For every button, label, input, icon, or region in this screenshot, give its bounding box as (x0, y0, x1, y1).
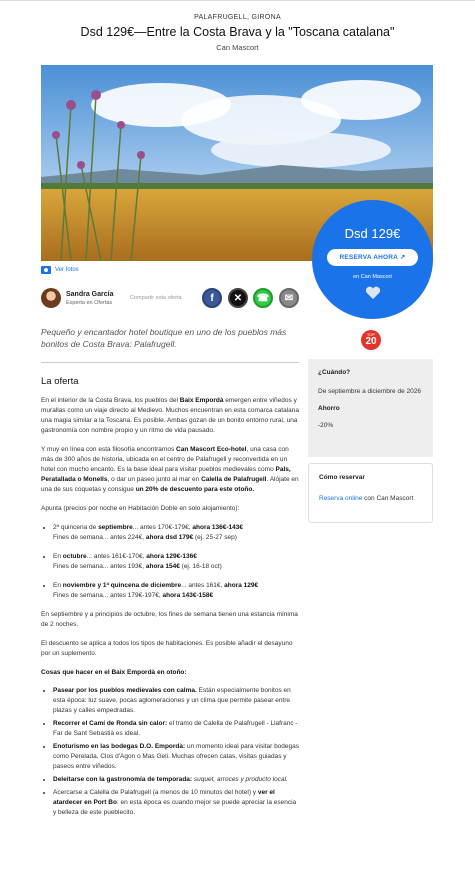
booking-title: Cómo reservar (319, 474, 365, 481)
whatsapp-icon: ☎ (256, 292, 270, 304)
things-heading: Cosas que hacer en el Baix Empordà en otoño: (41, 669, 187, 676)
article-paragraph: Apunta (precios por noche en Habitación Doble en solo alojamiento): (41, 505, 240, 512)
list-item: • 2ª quincena de septiembre... antes 170€-179€, ahora 136€-143€ Fines de semana... antes 224€, ahora dsd 179€ (ej. 25-27 sep) (53, 523, 299, 543)
facebook-icon: f (210, 292, 214, 304)
saving-value: -20% (318, 422, 334, 429)
view-photos-label: Ver fotos (55, 267, 79, 273)
when-title: ¿Cuándo? (318, 369, 351, 376)
article-body (41, 377, 299, 827)
article-paragraph: En el interior de la Costa Brava, los pueblos del Baix Empordà emergen entre viñedos y murallas como un viaje directo al Medievo. Muchos encuentran en esta comarca catalana una magia similar a la Toscana. Es posible. Ambas gozan de un bonito entorno rural, una gastronomía con nombre propio y un ritmo de vida pausado. (41, 397, 299, 434)
facebook-share-button[interactable] (202, 288, 222, 308)
author-name: Sandra García (66, 290, 114, 298)
price-cta-box (312, 200, 433, 319)
top20-badge (361, 330, 381, 350)
top-divider (0, 0, 475, 1)
things-list (53, 686, 299, 818)
article-heading: La oferta (41, 376, 79, 387)
list-item: • En octubre... antes 161€-170€, ahora 129€-136€ Fines de semana... antes 193€, ahora 154€ (ej. 16-18 oct) (53, 552, 299, 572)
article-paragraph: Y muy en línea con esta filosofía encontramos Can Mascort Eco-hotel, una casa con más de 300 años de historia, ubicada en el centro de Palafrugell y reconvertida en un hotel con mucho encanto. Es la base ideal para visitar pueblos medievales como Pals, Peratallada o Monells, o dar un paseo junto al mar en Calella de Palafrugell. Alójate en una de sus coquetas y consigue un 20% de descuento para este otoño. (41, 446, 299, 493)
author-role: Experta en Ofertas (66, 299, 113, 306)
avatar (41, 288, 61, 308)
share-label: Compartir esta oferta (130, 295, 182, 301)
saving-title: Ahorro (318, 405, 340, 412)
whatsapp-share-button[interactable] (253, 288, 273, 308)
external-link-icon: ↗ (399, 254, 406, 261)
book-online-link[interactable]: Reserva online (319, 495, 363, 502)
list-item: • Deleitarse con la gastronomía de temporada: suquet, arroces y producto local. (53, 775, 299, 785)
offer-info-box (308, 359, 433, 457)
offer-header (0, 14, 475, 52)
view-photos-link[interactable] (41, 266, 79, 274)
reserve-now-label: RESERVA AHORA (339, 254, 398, 261)
location-label: PALAFRUGELL, GIRONA (194, 14, 281, 21)
heart-icon[interactable] (365, 286, 381, 300)
price-label: Dsd 129€ (344, 226, 401, 241)
list-item: • Pasear por los pueblos medievales con calma. Están especialmente bonitos en esta época: luz suave, pocas aglomeraciones y un clima que permite pasear entre plazas y calles empedradas. (53, 686, 299, 716)
list-item: • Recorrer el Camí de Ronda sin calor: el tramo de Calella de Palafrugell - Llafranc - Far de Sant Sebastià es ideal. (53, 719, 299, 739)
list-item: • Enoturismo en las bodegas D.O. Empordà: un momento ideal para visitar bodegas como Perelada, Clos d'Agon o Mas Geli. Muchas ofrecen catas, visitas guiadas y paseos entre viñedos. (53, 742, 299, 772)
reserve-now-button[interactable] (327, 249, 418, 266)
email-share-button[interactable] (279, 288, 299, 308)
badge-number: 20 (365, 336, 377, 347)
mail-icon: ✉ (284, 292, 294, 304)
lead-text: Pequeño y encantador hotel boutique en uno de los pueblos más bonitos de Costa Brava: Palafrugell. (41, 327, 287, 349)
booking-provider-text: con Can Mascort (362, 495, 414, 502)
x-icon: ✕ (233, 292, 243, 304)
list-item: • Acercarse a Calella de Palafrugell (a menos de 10 minutos del hotel) y ver el atardecer en Port Bo: en esta época es cuando mejor se puede apreciar la esencia y belleza de este pueblecito. (53, 788, 299, 818)
x-share-button[interactable] (228, 288, 248, 308)
author-block (41, 288, 113, 308)
booking-info-box (308, 463, 433, 523)
badge-top: TOP (366, 332, 376, 337)
article-paragraph: El descuento se aplica a todos los tipos de habitaciones. Es posible añadir el desayuno por un suplemento. (41, 640, 293, 657)
camera-icon (41, 266, 51, 274)
page-title: Dsd 129€—Entre la Costa Brava y la "Toscana catalana" (80, 25, 395, 39)
article-paragraph: En septiembre y a principios de octubre, los fines de semana tienen una estancia mínima de 2 noches. (41, 611, 298, 628)
when-value: De septiembre a diciembre de 2026 (318, 388, 421, 395)
list-item: • En noviembre y 1ª quincena de diciembre... antes 161€, ahora 129€ Fines de semana... antes 179€-197€, ahora 143€-158€ (53, 581, 299, 601)
provider-label: en Can Mascort (353, 274, 392, 280)
content-divider (41, 362, 299, 363)
price-list (53, 523, 299, 601)
hotel-name: Can Mascort (216, 43, 259, 52)
